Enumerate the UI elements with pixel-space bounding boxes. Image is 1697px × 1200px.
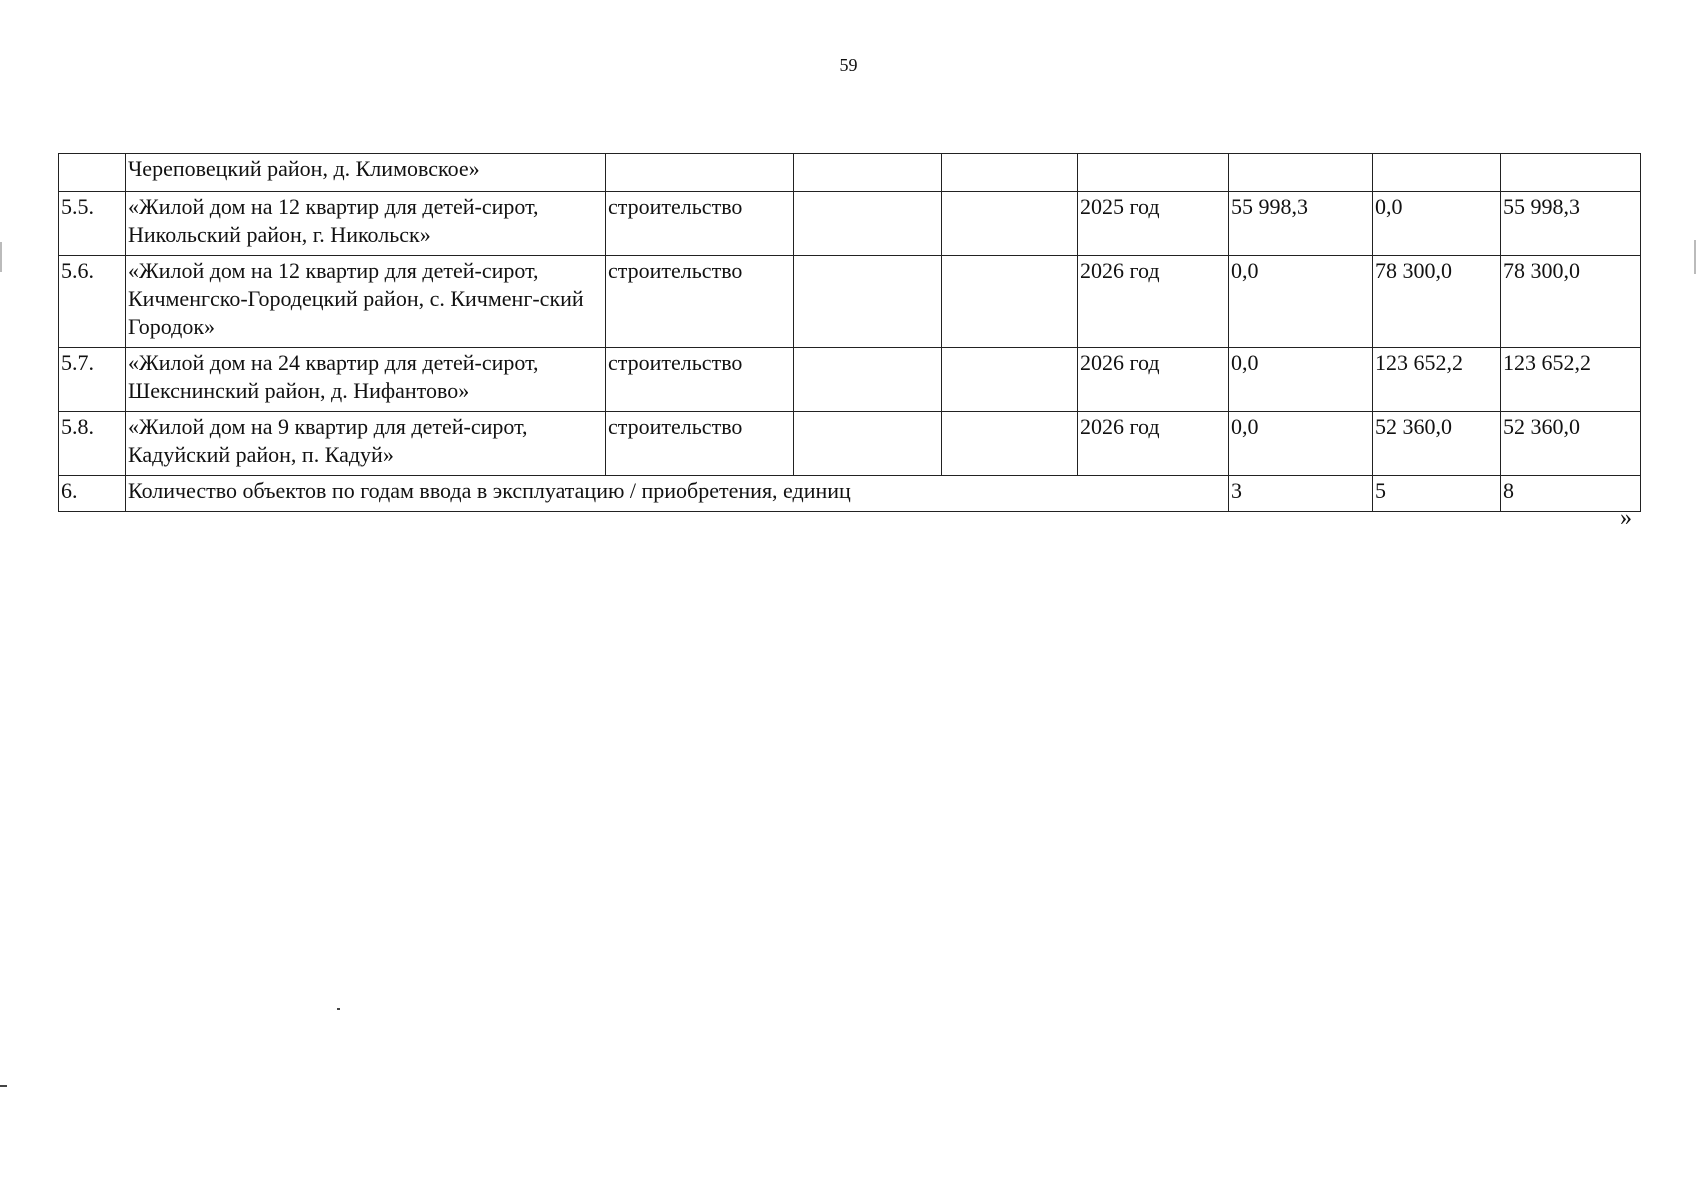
work-type-cell: строительство bbox=[606, 256, 794, 348]
total-value-cell-1: 3 bbox=[1229, 476, 1373, 512]
work-type-cell: строительство bbox=[606, 348, 794, 412]
value-cell-3: 123 652,2 bbox=[1501, 348, 1641, 412]
scan-mark bbox=[0, 1085, 7, 1087]
row-number-cell: 5.5. bbox=[59, 192, 126, 256]
object-name-cell: «Жилой дом на 24 квартир для детей-сирот, Шекснинский район, д. Нифантово» bbox=[126, 348, 606, 412]
scan-mark bbox=[0, 242, 2, 272]
scan-mark bbox=[1694, 240, 1696, 274]
scan-mark bbox=[337, 1008, 340, 1010]
closing-quote: » bbox=[1620, 505, 1632, 531]
empty-cell bbox=[794, 348, 942, 412]
total-value-cell-2: 5 bbox=[1373, 476, 1501, 512]
empty-cell bbox=[942, 256, 1078, 348]
object-name-cell: Череповецкий район, д. Климовское» bbox=[126, 154, 606, 192]
table-row bbox=[59, 412, 1641, 476]
object-name-cell: «Жилой дом на 12 квартир для детей-сирот, Кичменгско-Городецкий район, с. Кичменг-ский Городок» bbox=[126, 256, 606, 348]
work-type-cell: строительство bbox=[606, 192, 794, 256]
value-cell-1: 0,0 bbox=[1229, 256, 1373, 348]
empty-cell bbox=[794, 412, 942, 476]
table-row bbox=[59, 192, 1641, 256]
row-number-cell: 5.6. bbox=[59, 256, 126, 348]
object-name-cell: «Жилой дом на 12 квартир для детей-сирот, Никольский район, г. Никольск» bbox=[126, 192, 606, 256]
year-cell: 2026 год bbox=[1078, 348, 1229, 412]
empty-cell bbox=[942, 348, 1078, 412]
value-cell-3 bbox=[1501, 154, 1641, 192]
work-type-cell: строительство bbox=[606, 412, 794, 476]
year-cell: 2026 год bbox=[1078, 412, 1229, 476]
table-row bbox=[59, 154, 1641, 192]
empty-cell bbox=[794, 154, 942, 192]
work-type-cell bbox=[606, 154, 794, 192]
empty-cell bbox=[942, 192, 1078, 256]
year-cell: 2025 год bbox=[1078, 192, 1229, 256]
empty-cell bbox=[794, 192, 942, 256]
total-row bbox=[59, 476, 1641, 512]
value-cell-1: 55 998,3 bbox=[1229, 192, 1373, 256]
row-number-cell: 5.7. bbox=[59, 348, 126, 412]
table-row bbox=[59, 256, 1641, 348]
value-cell-2: 123 652,2 bbox=[1373, 348, 1501, 412]
year-cell bbox=[1078, 154, 1229, 192]
row-number-cell bbox=[59, 154, 126, 192]
value-cell-2: 0,0 bbox=[1373, 192, 1501, 256]
total-label-cell: Количество объектов по годам ввода в эксплуатацию / приобретения, единиц bbox=[126, 476, 1229, 512]
object-name-cell: «Жилой дом на 9 квартир для детей-сирот, Кадуйский район, п. Кадуй» bbox=[126, 412, 606, 476]
value-cell-3: 55 998,3 bbox=[1501, 192, 1641, 256]
total-value-cell-3: 8 bbox=[1501, 476, 1641, 512]
year-cell: 2026 год bbox=[1078, 256, 1229, 348]
table-row bbox=[59, 348, 1641, 412]
value-cell-3: 78 300,0 bbox=[1501, 256, 1641, 348]
page-number: 59 bbox=[839, 55, 858, 75]
value-cell-1: 0,0 bbox=[1229, 412, 1373, 476]
value-cell-2 bbox=[1373, 154, 1501, 192]
empty-cell bbox=[794, 256, 942, 348]
empty-cell bbox=[942, 412, 1078, 476]
value-cell-2: 78 300,0 bbox=[1373, 256, 1501, 348]
objects-table bbox=[58, 153, 1641, 512]
value-cell-1: 0,0 bbox=[1229, 348, 1373, 412]
empty-cell bbox=[942, 154, 1078, 192]
value-cell-2: 52 360,0 bbox=[1373, 412, 1501, 476]
row-number-cell: 5.8. bbox=[59, 412, 126, 476]
value-cell-3: 52 360,0 bbox=[1501, 412, 1641, 476]
value-cell-1 bbox=[1229, 154, 1373, 192]
row-number-cell: 6. bbox=[59, 476, 126, 512]
